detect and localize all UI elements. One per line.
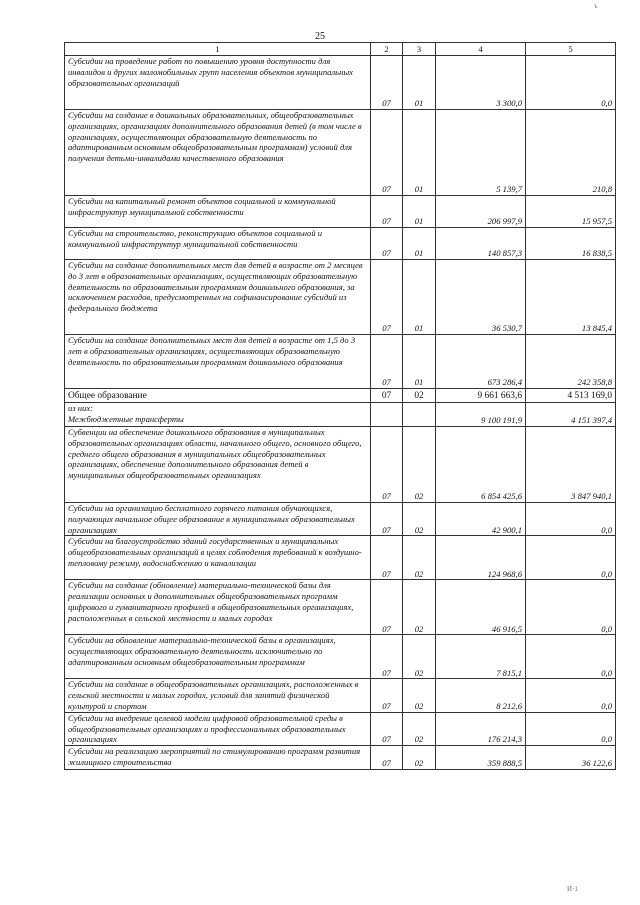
- row-value-2021: 0,0: [526, 56, 616, 110]
- row-section: 07: [371, 679, 403, 712]
- page-number: 25: [315, 31, 325, 42]
- row-value-2020: 5 139,7: [436, 110, 526, 196]
- row-subsection: 01: [403, 56, 436, 110]
- row-name: Субсидии на создание в общеобразовательных организациях, расположенных в сельской местности и малых городах, условий для занятий физической культурой и спортом: [65, 679, 371, 712]
- row-subsection: 02: [403, 712, 436, 745]
- row-name: из них: Межбюджетные трансферты: [65, 403, 371, 427]
- row-value-2021: 0,0: [526, 536, 616, 580]
- row-value-2021: 36 122,6: [526, 746, 616, 770]
- row-subsection: 02: [403, 679, 436, 712]
- row-value-2021: 16 838,5: [526, 228, 616, 260]
- row-subsection: 02: [403, 536, 436, 580]
- table-row: [65, 56, 616, 110]
- row-section: 07: [371, 389, 403, 403]
- row-name: Общее образование: [65, 389, 371, 403]
- table-row: [65, 335, 616, 389]
- row-section: 07: [371, 746, 403, 770]
- row-value-2020: 673 286,4: [436, 335, 526, 389]
- header-col-2: 2: [371, 43, 403, 56]
- row-value-2020: 9 100 191,9: [436, 403, 526, 427]
- header-col-3: 3: [403, 43, 436, 56]
- table-row: [65, 228, 616, 260]
- row-value-2020: 46 916,5: [436, 580, 526, 635]
- row-name: Субсидии на создание в дошкольных образовательных, общеобразовательных организациях, организациях дополнительного образования детей (в том числе в организациях, осуществляющих образовательную деятельность по адаптированным основным общеобразовательным программам) условий для получения детьми-инвалидами качественного образования: [65, 110, 371, 196]
- row-subsection: 01: [403, 228, 436, 260]
- row-section: 07: [371, 427, 403, 503]
- row-section: 07: [371, 712, 403, 745]
- row-value-2020: 3 300,0: [436, 56, 526, 110]
- row-section: 07: [371, 635, 403, 679]
- table-row: [65, 196, 616, 228]
- row-subsection: 01: [403, 110, 436, 196]
- row-name: Субсидии на создание дополнительных мест для детей в возрасте от 2 месяцев до 3 лет в образовательных организациях, осуществляющих образовательную деятельность по образовательным программам дошкольного образования, за исключением расходов, предусмотренных на софинансирование субсидий из федерального бюджета: [65, 260, 371, 335]
- row-name: Субсидии на капитальный ремонт объектов социальной и коммунальной инфраструктур муниципальной собственности: [65, 196, 371, 228]
- row-value-2020: 9 661 663,6: [436, 389, 526, 403]
- table-row: [65, 635, 616, 679]
- row-section: 07: [371, 110, 403, 196]
- row-value-2021: 0,0: [526, 679, 616, 712]
- row-value-2021: 0,0: [526, 580, 616, 635]
- row-value-2021: 242 358,8: [526, 335, 616, 389]
- table-row: [65, 536, 616, 580]
- header-row: [65, 43, 616, 56]
- table-row: [65, 712, 616, 745]
- row-subsection: 02: [403, 580, 436, 635]
- row-section: 07: [371, 56, 403, 110]
- row-section: 07: [371, 335, 403, 389]
- table-row: [65, 389, 616, 403]
- row-value-2020: 36 530,7: [436, 260, 526, 335]
- table-body: [65, 56, 616, 770]
- header-col-5: 5: [526, 43, 616, 56]
- row-subsection: 02: [403, 746, 436, 770]
- row-value-2021: 0,0: [526, 503, 616, 536]
- row-subsection: 01: [403, 335, 436, 389]
- table-row: [65, 679, 616, 712]
- row-value-2020: 206 997,9: [436, 196, 526, 228]
- row-subsection: 02: [403, 389, 436, 403]
- row-name: Субсидии на реализацию мероприятий по стимулированию программ развития жилищного строительства: [65, 746, 371, 770]
- row-subsection: 01: [403, 196, 436, 228]
- row-value-2020: 176 214,3: [436, 712, 526, 745]
- row-section: 07: [371, 536, 403, 580]
- row-subsection: 01: [403, 260, 436, 335]
- row-value-2020: 140 857,3: [436, 228, 526, 260]
- table-row: [65, 746, 616, 770]
- row-name: Субсидии на внедрение целевой модели цифровой образовательной среды в общеобразовательных организациях и профессиональных образовательных организациях: [65, 712, 371, 745]
- table-row: [65, 427, 616, 503]
- corner-mark-bottom: И·1: [567, 885, 578, 893]
- row-section: 07: [371, 503, 403, 536]
- row-value-2020: 359 888,5: [436, 746, 526, 770]
- row-section: 07: [371, 260, 403, 335]
- table-row: [65, 580, 616, 635]
- row-value-2021: 4 513 169,0: [526, 389, 616, 403]
- row-value-2021: 4 151 397,4: [526, 403, 616, 427]
- row-section: 07: [371, 196, 403, 228]
- row-name: Субсидии на создание дополнительных мест для детей в возрасте от 1,5 до 3 лет в образовательных организациях, осуществляющих образовательную деятельность по образовательным программам дошкольного образования: [65, 335, 371, 389]
- header-col-1: 1: [65, 43, 371, 56]
- row-name: Субсидии на благоустройство зданий государственных и муниципальных общеобразовательных организаций в целях соблюдения требований к воздушно-тепловому режиму, водоснабжению и канализации: [65, 536, 371, 580]
- row-name: Субвенции на обеспечение дошкольного образования в муниципальных образовательных организациях области, начального общего, основного общего, среднего общего образования в муниципальных общеобразовательных организациях, обеспечение дополнительного образования детей в муниципальных общеобразовательных организациях: [65, 427, 371, 503]
- row-subsection: 02: [403, 635, 436, 679]
- header-col-4: 4: [436, 43, 526, 56]
- row-value-2021: 210,8: [526, 110, 616, 196]
- row-subsection: 02: [403, 503, 436, 536]
- table-row: [65, 503, 616, 536]
- row-value-2020: 7 815,1: [436, 635, 526, 679]
- row-name: Субсидии на создание (обновление) материально-технической базы для реализации основных и дополнительных общеобразовательных программ цифрового и гуманитарного профилей в общеобразовательных организациях, расположенных в сельской местности и малых городах: [65, 580, 371, 635]
- row-value-2021: 3 847 940,1: [526, 427, 616, 503]
- row-name: Субсидии на организацию бесплатного горячего питания обучающихся, получающих начальное общее образование в муниципальных образовательных организациях: [65, 503, 371, 536]
- row-value-2020: 42 900,1: [436, 503, 526, 536]
- table-header: [65, 43, 616, 56]
- table-row: [65, 110, 616, 196]
- row-value-2020: 124 968,6: [436, 536, 526, 580]
- table-row: [65, 403, 616, 427]
- row-name: Субсидии на обновление материально-технической базы в организациях, осуществляющих образовательную деятельность исключительно по адаптированным основным общеобразовательным программам: [65, 635, 371, 679]
- row-section: [371, 403, 403, 427]
- row-value-2021: 0,0: [526, 635, 616, 679]
- row-name: Субсидии на проведение работ по повышению уровня доступности для инвалидов и других маломобильных групп населения объектов муниципальных образовательных организаций: [65, 56, 371, 110]
- row-value-2021: 13 845,4: [526, 260, 616, 335]
- corner-mark-top: ъ: [594, 2, 598, 10]
- row-section: 07: [371, 228, 403, 260]
- row-name: Субсидии на строительство, реконструкцию объектов социальной и коммунальной инфраструктур муниципальной собственности: [65, 228, 371, 260]
- row-value-2021: 0,0: [526, 712, 616, 745]
- row-value-2020: 6 854 425,6: [436, 427, 526, 503]
- row-section: 07: [371, 580, 403, 635]
- row-subsection: 02: [403, 427, 436, 503]
- row-value-2021: 15 957,5: [526, 196, 616, 228]
- table-row: [65, 260, 616, 335]
- row-subsection: [403, 403, 436, 427]
- budget-table: [64, 42, 616, 770]
- row-value-2020: 8 212,6: [436, 679, 526, 712]
